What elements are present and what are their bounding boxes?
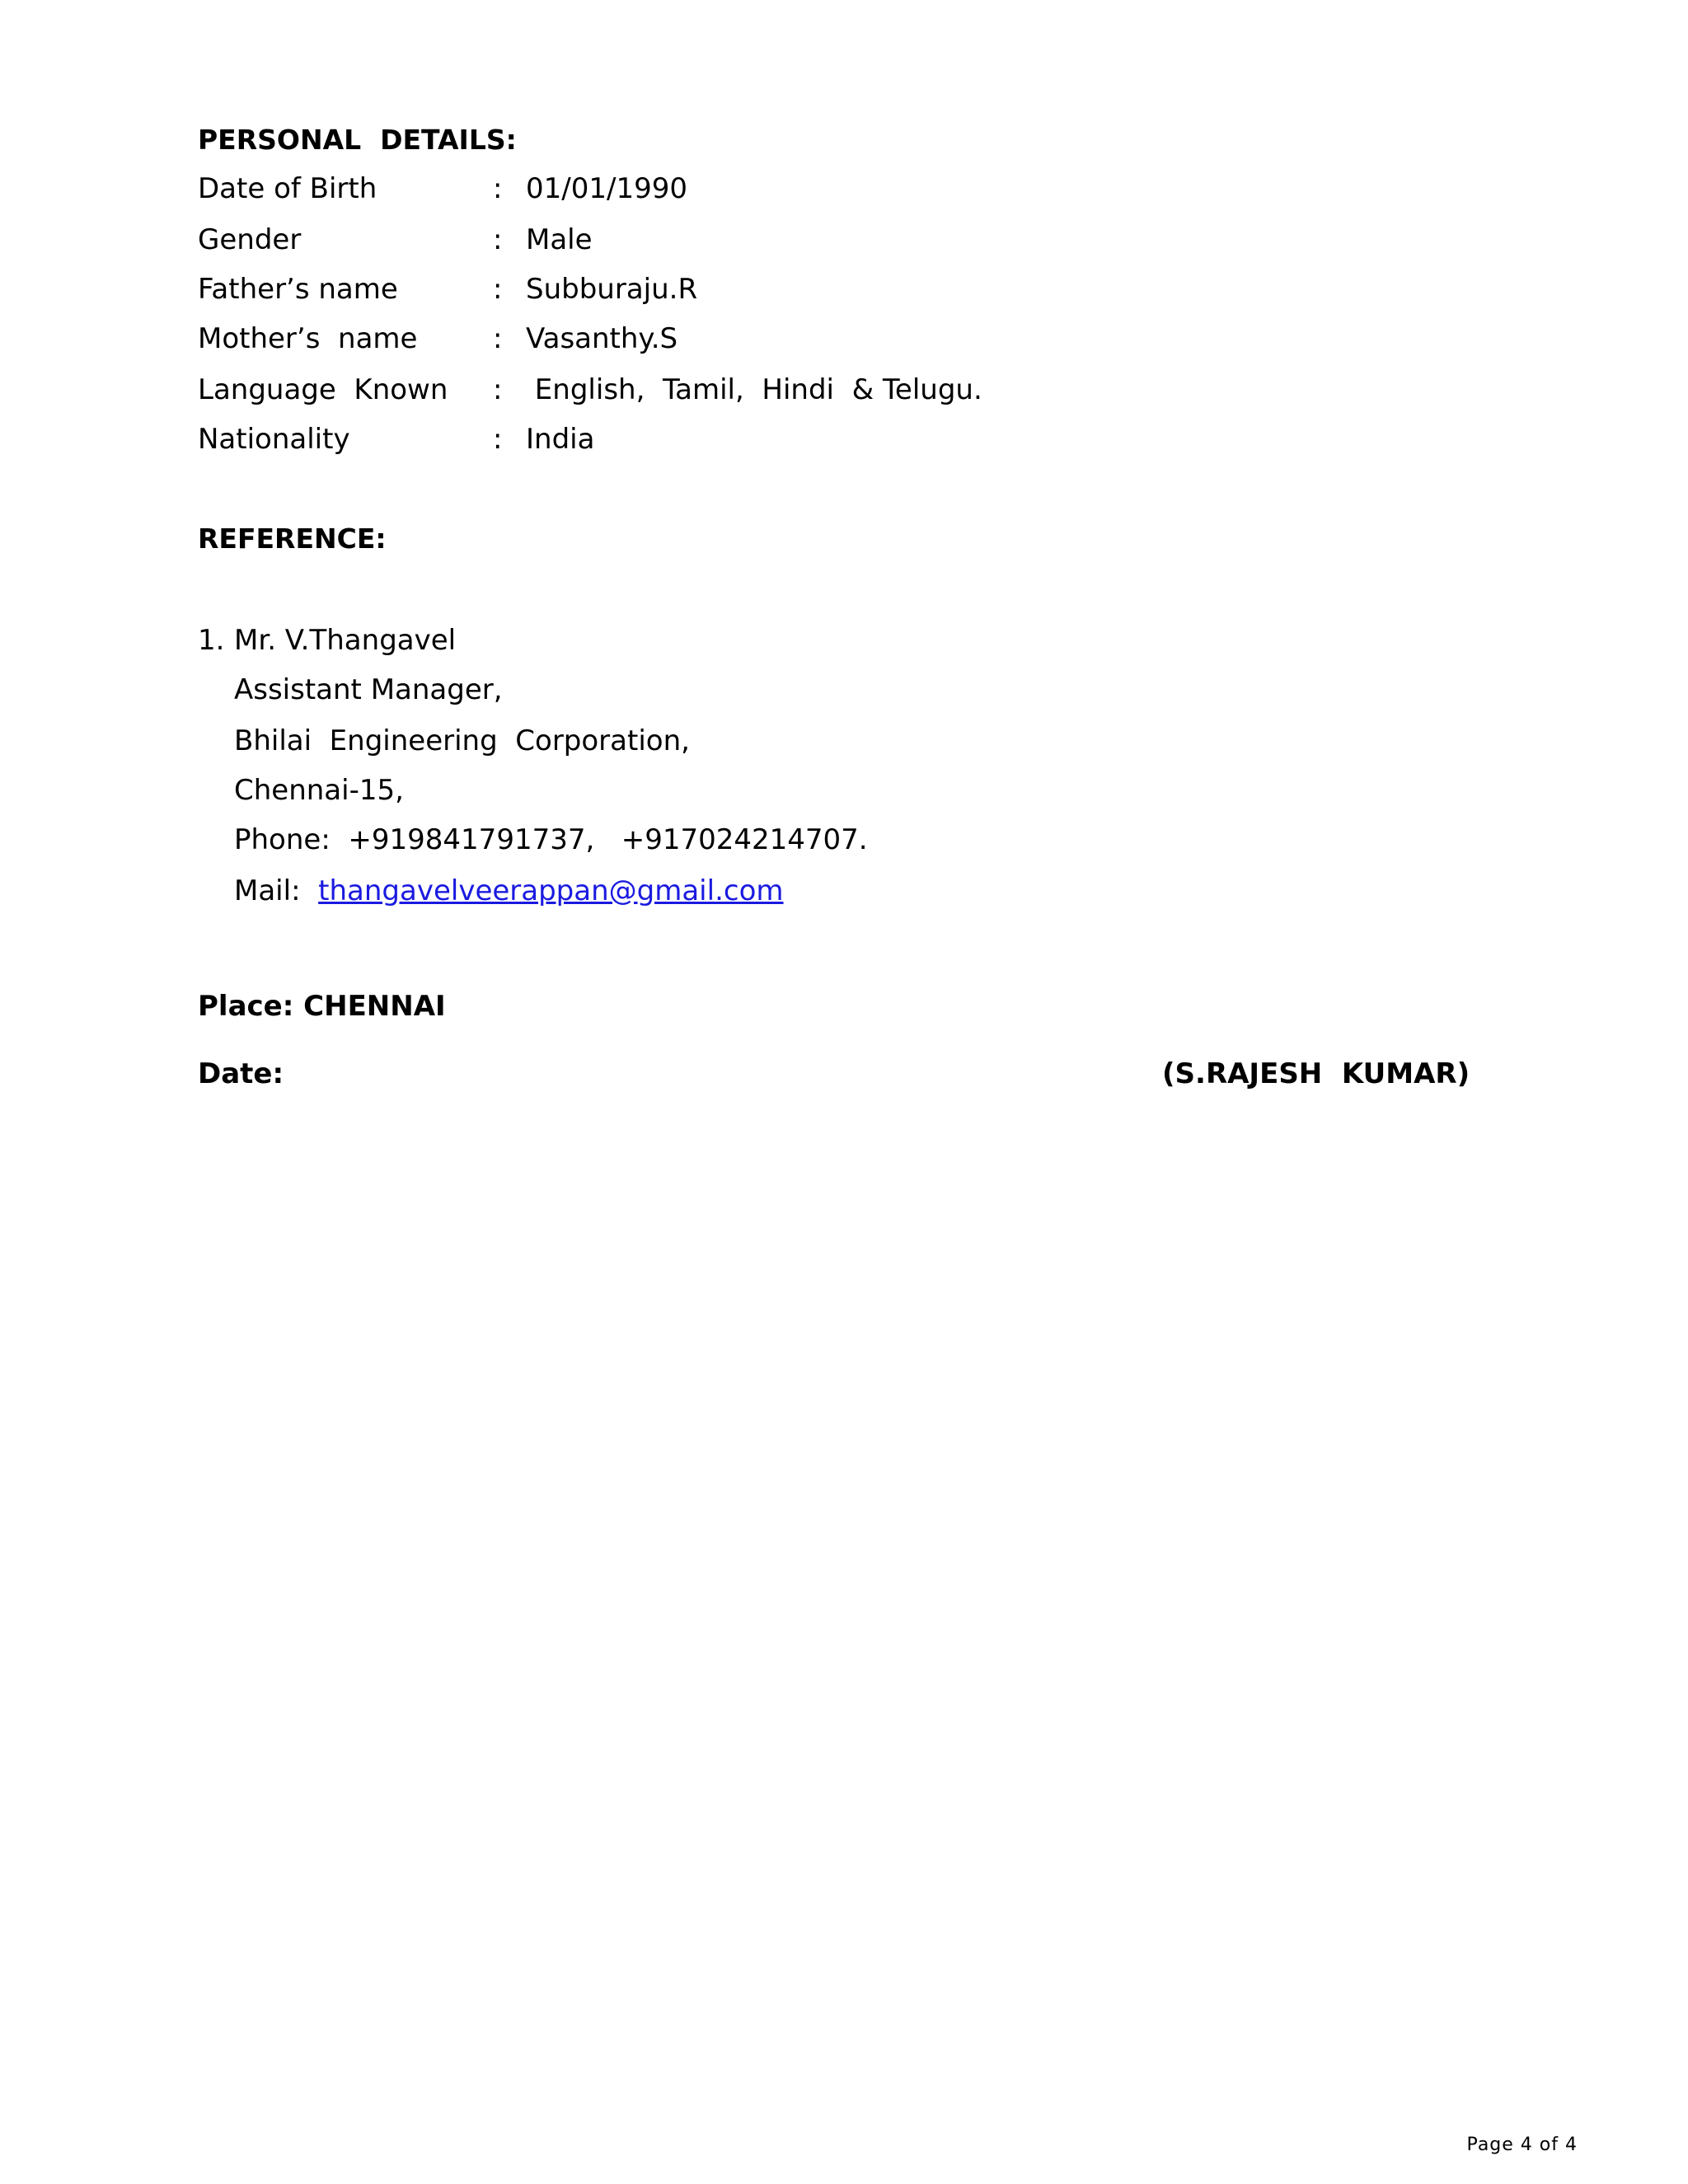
detail-row-mother [198, 318, 678, 359]
reference-city: Chennai-15, [234, 774, 404, 807]
email-link[interactable]: thangavelveerappan@gmail.com [318, 874, 784, 907]
date-label: Date: [198, 1057, 284, 1090]
detail-label: Mother’s name [198, 322, 418, 355]
reference-designation: Assistant Manager, [234, 673, 503, 706]
reference-heading: REFERENCE: [198, 523, 387, 555]
mail-label: Mail: [234, 874, 301, 907]
detail-value: Male [526, 223, 593, 256]
phone-label: Phone: [234, 823, 331, 856]
detail-label: Nationality [198, 423, 350, 456]
detail-value: English, Tamil, Hindi & Telugu. [526, 373, 982, 406]
personal-details-heading: PERSONAL DETAILS: [198, 124, 517, 156]
detail-colon: : [493, 373, 503, 406]
detail-row-father [198, 269, 698, 310]
detail-colon: : [493, 423, 503, 456]
detail-label: Date of Birth [198, 172, 377, 205]
detail-label: Gender [198, 223, 302, 256]
place-value: CHENNAI [303, 990, 446, 1023]
detail-colon: : [493, 273, 503, 306]
detail-colon: : [493, 172, 503, 205]
signature-name: (S.RAJESH KUMAR) [1162, 1057, 1470, 1090]
phone-value: +919841791737, +917024214707. [348, 823, 868, 856]
detail-row-nationality [198, 419, 595, 460]
detail-value: Vasanthy.S [526, 322, 678, 355]
detail-colon: : [493, 322, 503, 355]
place-label: Place: [198, 990, 294, 1023]
detail-label: Father’s name [198, 273, 398, 306]
place-line [198, 986, 446, 1027]
detail-value: India [526, 423, 595, 456]
reference-name: Mr. V.Thangavel [234, 624, 457, 657]
page-number: Page 4 of 4 [1466, 2135, 1578, 2155]
detail-colon: : [493, 223, 503, 256]
detail-value: Subburaju.R [526, 273, 698, 306]
detail-label: Language Known [198, 373, 448, 406]
reference-mail [234, 870, 784, 912]
detail-row-language [198, 369, 982, 410]
reference-number: 1. [198, 624, 225, 657]
detail-value: 01/01/1990 [526, 172, 687, 205]
detail-row-dob [198, 168, 687, 209]
reference-company: Bhilai Engineering Corporation, [234, 724, 690, 757]
detail-row-gender [198, 219, 593, 260]
reference-phone [234, 819, 868, 860]
